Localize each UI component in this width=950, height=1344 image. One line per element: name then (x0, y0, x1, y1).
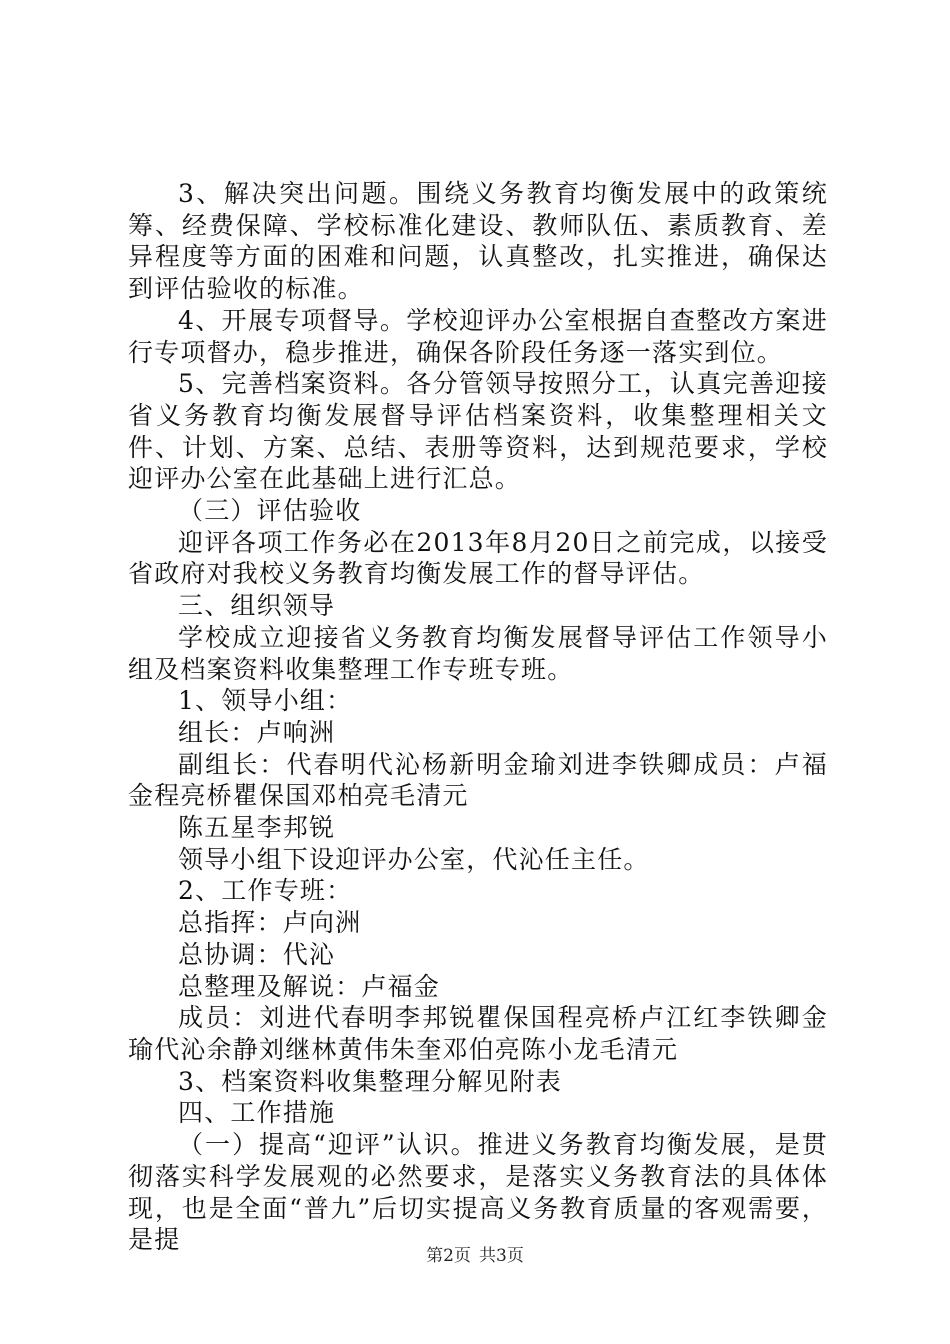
page-footer (0, 1241, 950, 1266)
paragraph: 3、档案资料收集整理分解见附表 (178, 1066, 562, 1096)
paragraph: 迎评各项工作务必在2013年8月20日之前完成，以接受省政府对我校义务教育均衡发展工作的督导评估。 (128, 527, 828, 589)
paragraph: 领导小组下设迎评办公室，代沁任主任。 (178, 844, 650, 874)
paragraph: 总指挥：卢向洲 (178, 908, 362, 938)
page-total: 共3页 (479, 1246, 524, 1266)
paragraph: 学校成立迎接省义务教育均衡发展督导评估工作领导小组及档案资料收集整理工作专班专班。 (128, 622, 828, 684)
paragraph: 3、解决突出问题。围绕义务教育均衡发展中的政策统筹、经费保障、学校标准化建设、教师队伍、素质教育、差异程度等方面的困难和问题，认真整改，扎实推进，确保达到评估验收的标准。 (128, 179, 828, 304)
paragraph: 四、工作措施 (178, 1098, 336, 1128)
paragraph: 4、开展专项督导。学校迎评办公室根据自查整改方案进行专项督办，稳步推进，确保各阶段任务逐一落实到位。 (128, 305, 828, 367)
paragraph: 总整理及解说：卢福金 (178, 971, 441, 1001)
paragraph: 三、组织领导 (178, 591, 336, 621)
paragraph: 副组长：代春明代沁杨新明金瑜刘进李铁卿成员：卢福金程亮桥瞿保国邓柏亮毛清元 (128, 749, 828, 811)
paragraph: 陈五星李邦锐 (178, 813, 336, 843)
paragraph: （一）提高“迎评”认识。推进义务教育均衡发展，是贯彻落实科学发展观的必然要求，是落实义务教育法的具体体现，也是全面“普九”后切实提高义务教育质量的客观需要，是提 (128, 1130, 828, 1255)
paragraph: 2、工作专班： (178, 876, 353, 906)
paragraph: 总协调：代沁 (178, 939, 336, 969)
page-number: 第2页 (426, 1246, 471, 1266)
document-body (128, 178, 828, 1256)
paragraph: 组长：卢响洲 (178, 717, 336, 747)
paragraph: （三）评估验收 (178, 496, 362, 526)
paragraph: 成员：刘进代春明李邦锐瞿保国程亮桥卢江红李铁卿金瑜代沁余静刘继林黄伟朱奎邓伯亮陈小龙毛清元 (128, 1003, 828, 1064)
paragraph: 5、完善档案资料。各分管领导按照分工，认真完善迎接省义务教育均衡发展督导评估档案资料，收集整理相关文件、计划、方案、总结、表册等资料，达到规范要求，学校迎评办公室在此基础上进行汇总。 (128, 369, 828, 494)
paragraph: 1、领导小组： (178, 686, 353, 716)
